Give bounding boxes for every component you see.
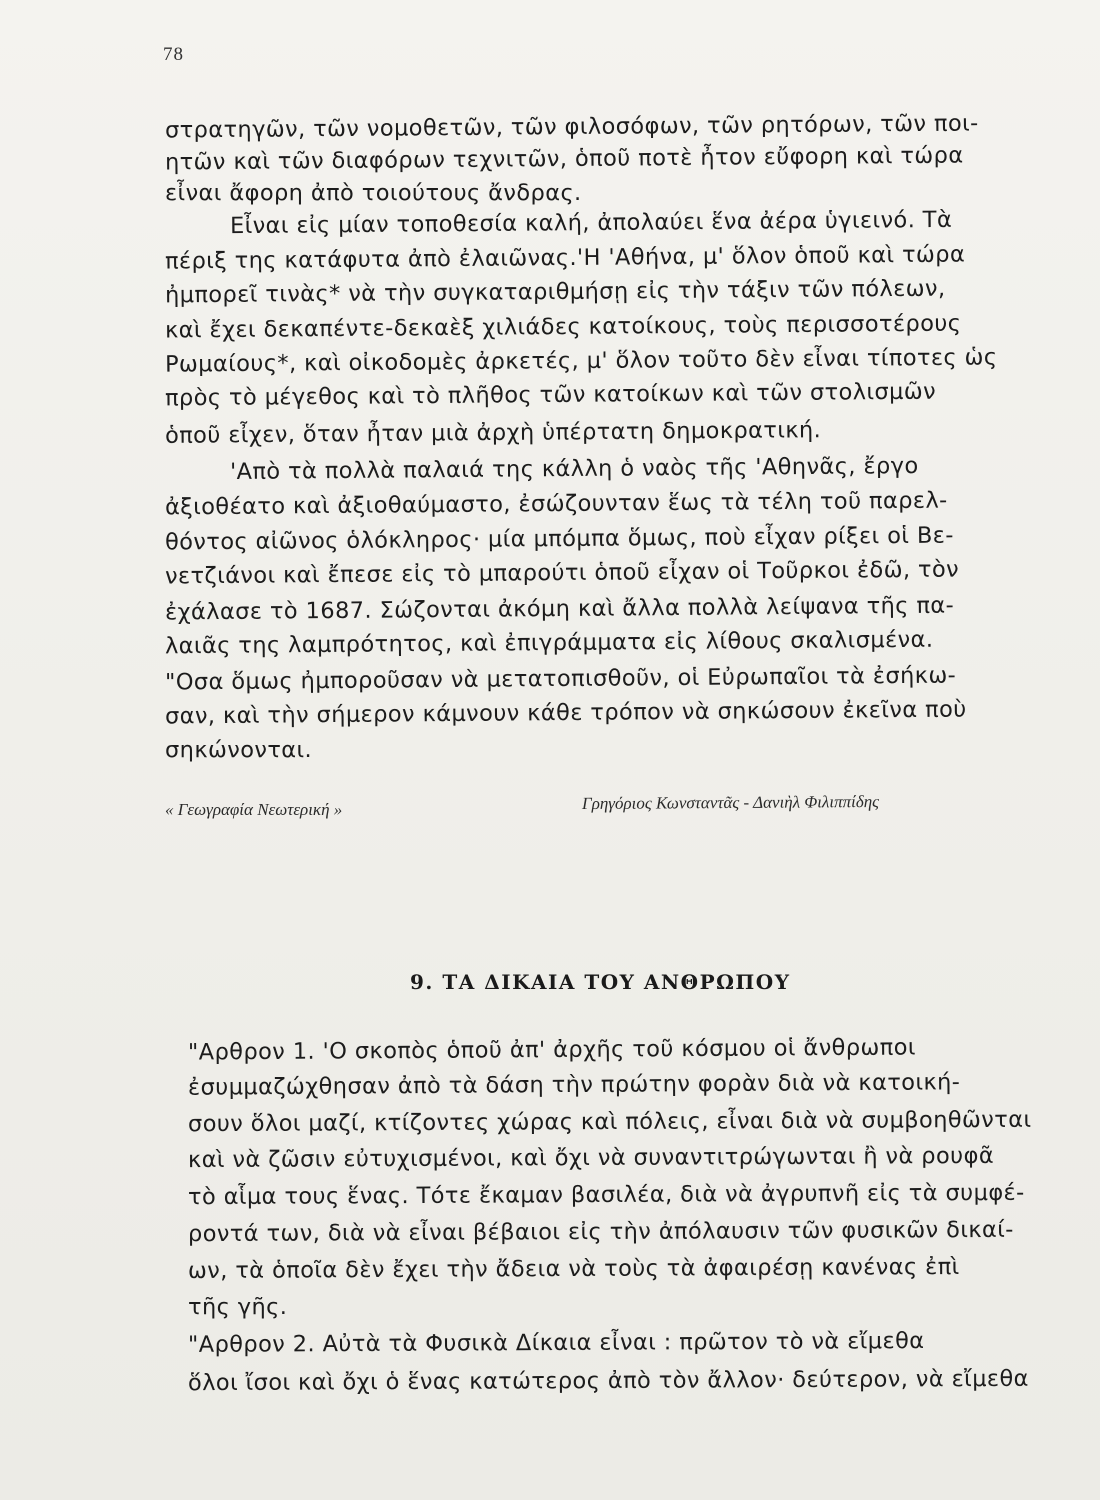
text-line: λαιᾶς της λαμπρότητος, καὶ ἐπιγράμματα εἰς λίθους σκαλισμένα. <box>164 626 934 660</box>
citation-authors: Γρηγόριος Κωνσταντᾶς - Δανιὴλ Φιλιππίδης <box>581 791 880 814</box>
text-line: "Οσα ὅμως ἠμποροῦσαν νὰ μετατοπισθοῦν, οἱ Εὐρωπαῖοι τὰ ἐσήκω- <box>164 662 957 696</box>
text-line: ὅλοι ἴσοι καὶ ὄχι ὁ ἕνας κατώτερος ἀπὸ τὸν ἄλλον· δεύτερον, νὰ εἴμεθα <box>187 1365 1029 1397</box>
text-line: πρὸς τὸ μέγεθος καὶ τὸ πλῆθος τῶν κατοίκων καὶ τῶν στολισμῶν <box>164 378 937 412</box>
text-line: Εἶναι εἰς μίαν τοποθεσία καλή, ἀπολαύει ἕνα ἀέρα ὑγιεινό. Τὰ <box>229 206 953 240</box>
text-line: πέριξ της κατάφυτα ἀπὸ ἐλαιῶνας.'Η 'Αθήνα, μ' ὅλον ὁποῦ καὶ τώρα <box>164 241 966 275</box>
text-line: στρατηγῶν, τῶν νομοθετῶν, τῶν φιλοσόφων, τῶν ρητόρων, τῶν ποι- <box>164 110 979 144</box>
text-line: τῆς γῆς. <box>188 1294 288 1320</box>
text-line: ὁποῦ εἶχεν, ὅταν ἦταν μιὰ ἀρχὴ ὑπέρτατη δημοκρατική. <box>164 417 822 449</box>
text-line: "Αρθρον 2. Αὐτὰ τὰ Φυσικὰ Δίκαια εἶναι : πρῶτον τὸ νὰ εἴμεθα <box>187 1328 925 1358</box>
text-line: σηκώνονται. <box>165 737 313 763</box>
text-line: εἶναι ἄφορη ἀπὸ τοιούτους ἄνδρας. <box>165 180 582 206</box>
text-line: ἐχάλασε τὸ 1687. Σώζονται ἀκόμη καὶ ἄλλα πολλὰ λείψανα τῆς πα- <box>164 592 955 626</box>
text-line: ἀξιοθέατο καὶ ἀξιοθαύμαστο, ἐσώζουνταν ἕως τὰ τέλη τοῦ παρελ- <box>164 487 948 521</box>
text-line: ἠμπορεῖ τινὰς* νὰ τὴν συγκαταριθμήσῃ εἰς τὴν τάξιν τῶν πόλεων, <box>164 275 946 309</box>
text-line: "Αρθρον 1. 'Ο σκοπὸς ὁποῦ ἀπ' ἀρχῆς τοῦ κόσμου οἱ ἄνθρωποι <box>187 1034 916 1066</box>
page-number: 78 <box>163 44 184 65</box>
text-line: θόντος αἰῶνος ὁλόκληρος· μία μπόμπα ὅμως, ποὺ εἶχαν ρίξει οἱ Βε- <box>164 522 954 556</box>
text-line: καὶ ἔχει δεκαπέντε-δεκαὲξ χιλιάδες κατοίκους, τοὺς περισσοτέρους <box>164 310 962 344</box>
text-line: ητῶν καὶ τῶν διαφόρων τεχνιτῶν, ὁποῦ ποτὲ ἦτον εὔφορη καὶ τώρα <box>164 142 964 176</box>
text-line: ων, τὰ ὁποῖα δὲν ἔχει τὴν ἄδεια νὰ τοὺς τὰ ἀφαιρέσῃ κανένας ἐπὶ <box>187 1253 960 1285</box>
section-heading: 9. ΤΑ ΔΙΚΑΙΑ ΤΟΥ ΑΝΘΡΩΠΟΥ <box>410 970 791 994</box>
text-line: τὸ αἷμα τους ἕνας. Τότε ἔκαμαν βασιλέα, διὰ νὰ ἀγρυπνῆ εἰς τὰ συμφέ- <box>187 1179 1025 1211</box>
text-line: ἐσυμμαζώχθησαν ἀπὸ τὰ δάση τὴν πρώτην φορὰν διὰ νὰ κατοική- <box>187 1069 961 1101</box>
text-line: 'Απὸ τὰ πολλὰ παλαιά της κάλλη ὁ ναὸς τῆς 'Αθηνᾶς, ἔργο <box>229 452 919 486</box>
text-line: σουν ὅλοι μαζί, κτίζοντες χώρας καὶ πόλεις, εἶναι διὰ νὰ συμβοηθῶνται <box>187 1106 1032 1138</box>
text-line: καὶ νὰ ζῶσιν εὐτυχισμένοι, καὶ ὄχι νὰ συναντιτρώγωνται ἢ νὰ ρουφᾶ <box>187 1142 995 1174</box>
text-line: Ρωμαίους*, καὶ οἰκοδομὲς ἀρκετές, μ' ὅλον τοῦτο δὲν εἶναι τίποτες ὡς <box>164 344 998 378</box>
text-line: νετζιάνοι καὶ ἔπεσε εἰς τὸ μπαρούτι ὁποῦ εἶχαν οἱ Τοῦρκοι ἐδῶ, τὸν <box>164 556 960 590</box>
citation-source: « Γεωγραφία Νεωτερική » <box>165 800 343 819</box>
text-line: ροντά των, διὰ νὰ εἶναι βέβαιοι εἰς τὴν ἀπόλαυσιν τῶν φυσικῶν δικαί- <box>187 1216 1014 1248</box>
text-line: σαν, καὶ τὴν σήμερον κάμνουν κάθε τρόπον νὰ σηκώσουν ἐκεῖνα ποὺ <box>164 696 967 730</box>
